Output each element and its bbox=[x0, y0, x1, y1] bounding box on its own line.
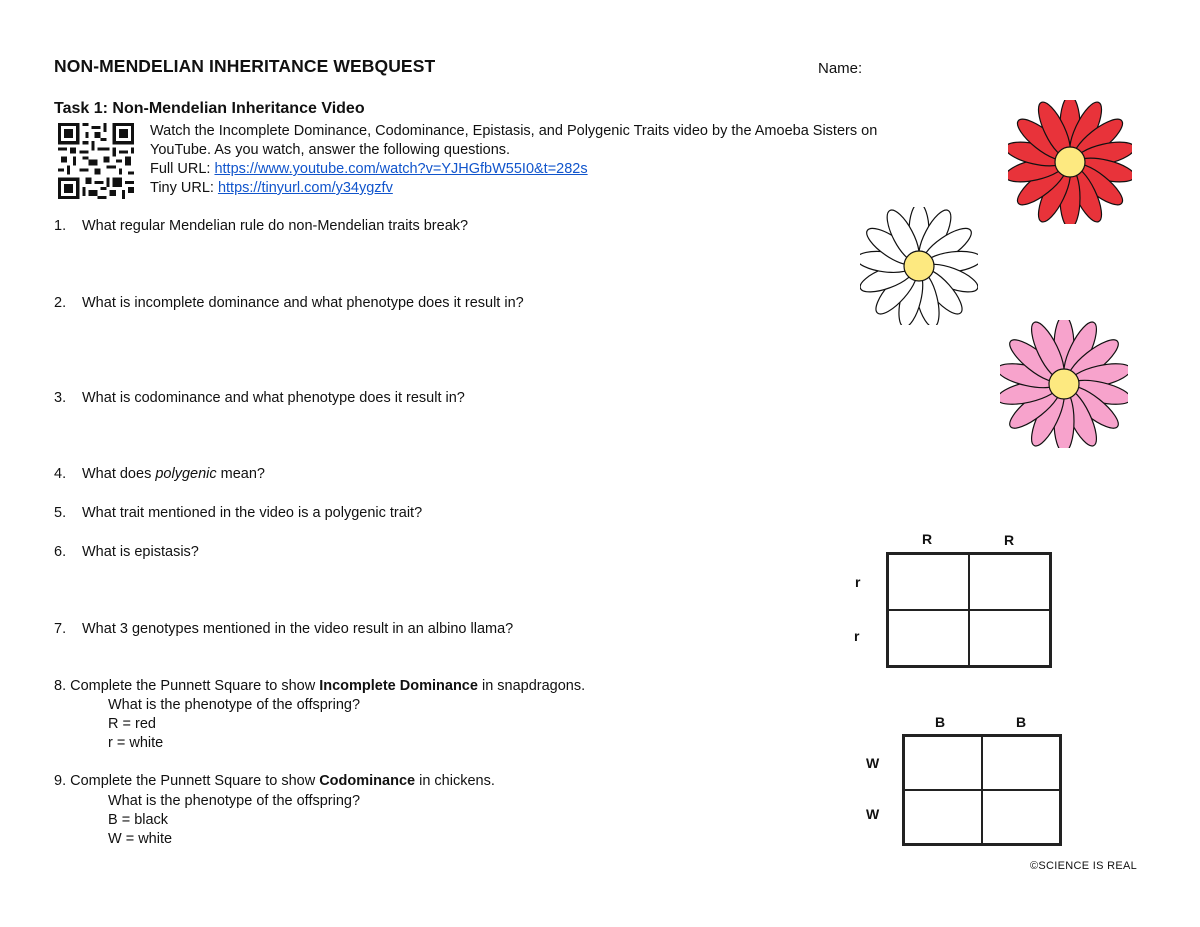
punnett2-top-label-2: B bbox=[1016, 714, 1027, 730]
punnett1-top-label-2: R bbox=[1004, 532, 1015, 548]
task-intro bbox=[150, 122, 1000, 198]
punnett1-cell[interactable] bbox=[888, 554, 969, 610]
punnett-square-2 bbox=[902, 734, 1062, 846]
punnett1-cell[interactable] bbox=[888, 610, 969, 666]
punnett1-side-label-1: r bbox=[855, 574, 861, 590]
question-3: 3. What is codominance and what phenotype does it result in? bbox=[54, 390, 465, 406]
question-2: 2. What is incomplete dominance and what phenotype does it result in? bbox=[54, 295, 524, 311]
punnett1-side-label-2: r bbox=[854, 628, 860, 644]
question-6: 6. What is epistasis? bbox=[54, 544, 199, 560]
question-9: 9. Complete the Punnett Square to show Codominance in chickens. bbox=[54, 773, 495, 789]
punnett2-top-label-1: B bbox=[935, 714, 946, 730]
flower-center bbox=[1049, 369, 1079, 399]
q9-phenotype-question: What is the phenotype of the offspring? bbox=[108, 793, 361, 809]
punnett2-cell[interactable] bbox=[982, 736, 1060, 790]
q8-key-1: R = red bbox=[108, 716, 156, 732]
question-8: 8. Complete the Punnett Square to show Incomplete Dominance in snapdragons. bbox=[54, 678, 586, 694]
question-4: 4. What does polygenic mean? bbox=[54, 466, 265, 482]
name-label: Name: bbox=[818, 60, 863, 77]
pink-flower-icon bbox=[1000, 320, 1128, 448]
punnett2-cell[interactable] bbox=[982, 790, 1060, 844]
task-title: Task 1: Non-Mendelian Inheritance Video bbox=[54, 100, 365, 117]
question-7: 7. What 3 genotypes mentioned in the video result in an albino llama? bbox=[54, 621, 514, 637]
question-5: 5. What trait mentioned in the video is a polygenic trait? bbox=[54, 505, 423, 521]
q8-key-2: r = white bbox=[108, 735, 164, 751]
intro-line-1: Watch the Incomplete Dominance, Codominance, Epistasis, and Polygenic Traits video by the Amoeba Sisters on bbox=[150, 123, 878, 139]
tiny-url-link[interactable]: https://tinyurl.com/y34ygzfv bbox=[217, 180, 393, 196]
red-flower-icon bbox=[1008, 100, 1132, 224]
full-url-row bbox=[150, 160, 1000, 179]
q9-key-1: B = black bbox=[108, 812, 169, 828]
copyright: ©SCIENCE IS REAL bbox=[1030, 860, 1138, 872]
question-1: 1. What regular Mendelian rule do non-Mendelian traits break? bbox=[54, 218, 469, 234]
punnett-square-1 bbox=[886, 552, 1052, 668]
tiny-url-row bbox=[150, 179, 1000, 198]
q9-key-2: W = white bbox=[108, 831, 173, 847]
qr-code-icon[interactable] bbox=[58, 123, 134, 199]
white-flower-icon bbox=[860, 207, 978, 325]
intro-line-2: YouTube. As you watch, answer the following questions. bbox=[150, 142, 511, 158]
q8-phenotype-question: What is the phenotype of the offspring? bbox=[108, 697, 361, 713]
punnett2-cell[interactable] bbox=[904, 790, 982, 844]
tiny-url-label: Tiny URL: bbox=[150, 180, 218, 196]
punnett1-cell[interactable] bbox=[969, 610, 1050, 666]
page-title: NON-MENDELIAN INHERITANCE WEBQUEST bbox=[54, 56, 436, 76]
full-url-link[interactable]: https://www.youtube.com/watch?v=YJHGfbW55I0&t=282s bbox=[214, 161, 588, 177]
punnett2-cell[interactable] bbox=[904, 736, 982, 790]
flower-center bbox=[904, 251, 934, 281]
flower-center bbox=[1055, 147, 1085, 177]
full-url-label: Full URL: bbox=[150, 161, 215, 177]
punnett1-cell[interactable] bbox=[969, 554, 1050, 610]
punnett2-side-label-1: W bbox=[866, 755, 880, 771]
punnett1-top-label-1: R bbox=[922, 531, 933, 547]
punnett2-side-label-2: W bbox=[866, 806, 880, 822]
